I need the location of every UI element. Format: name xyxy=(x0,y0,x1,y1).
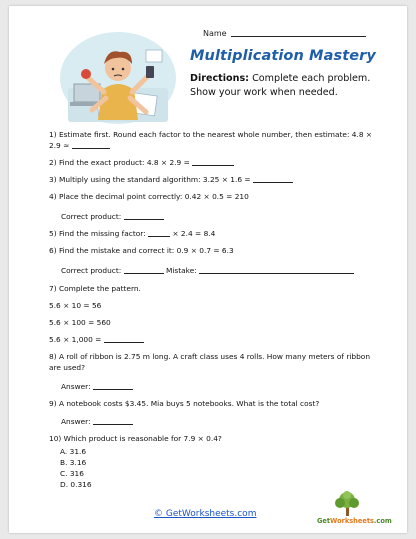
answer-label: Correct product: xyxy=(61,266,122,275)
question-9-answer xyxy=(61,416,133,427)
question-number: 10) xyxy=(49,434,62,443)
pattern-line-3 xyxy=(49,334,379,345)
question-9 xyxy=(49,398,379,409)
question-10 xyxy=(49,433,379,444)
name-line[interactable] xyxy=(231,36,366,37)
question-number: 6) xyxy=(49,246,57,255)
question-number: 8) xyxy=(49,352,57,361)
pattern-line-1: 5.6 × 10 = 56 xyxy=(49,301,102,310)
question-number: 5) xyxy=(49,229,57,238)
question-text: A roll of ribbon is 2.75 m long. A craft class uses 4 rolls. How many meters of ribbon are used? xyxy=(49,352,370,372)
answer-blank[interactable] xyxy=(93,389,133,390)
question-text: Find the exact product: 4.8 × 2.9 = xyxy=(58,158,190,167)
answer-blank[interactable] xyxy=(148,236,170,237)
pattern-line-2: 5.6 × 100 = 560 xyxy=(49,318,111,327)
mistake-blank[interactable] xyxy=(199,273,354,274)
question-5 xyxy=(49,228,379,239)
footer-link[interactable]: © GetWorksheets.com xyxy=(154,509,257,519)
question-number: 2) xyxy=(49,158,57,167)
question-text: Multiply using the standard algorithm: 3.25 × 1.6 = xyxy=(58,175,251,184)
logo-text-get: Get xyxy=(317,517,331,525)
question-number: 9) xyxy=(49,399,57,408)
question-6 xyxy=(49,245,379,256)
answer-label: Answer: xyxy=(61,382,91,391)
question-4-answer xyxy=(61,211,164,222)
question-2 xyxy=(49,157,379,168)
name-label: Name xyxy=(203,29,227,38)
option-c[interactable]: C. 316 xyxy=(60,469,84,478)
answer-label: Answer: xyxy=(61,417,91,426)
question-text: Place the decimal point correctly: 0.42 × 0.5 = 210 xyxy=(58,192,249,201)
answer-blank[interactable] xyxy=(124,219,164,220)
page-title: Multiplication Mastery xyxy=(190,48,376,64)
logo-text-com: .com xyxy=(373,517,392,525)
question-number: 4) xyxy=(49,192,57,201)
question-text: × 2.4 = 8.4 xyxy=(172,229,216,238)
name-field[interactable] xyxy=(203,29,366,38)
answer-blank[interactable] xyxy=(72,148,110,149)
stressed-boy-illustration xyxy=(58,28,178,128)
question-4 xyxy=(49,191,379,202)
directions xyxy=(190,72,390,100)
question-number: 7) xyxy=(49,284,57,293)
question-1 xyxy=(49,129,379,151)
question-8-answer xyxy=(61,381,133,392)
option-b[interactable]: B. 3.16 xyxy=(60,458,87,467)
directions-label: Directions: xyxy=(190,73,250,84)
question-3 xyxy=(49,174,379,185)
question-text: Find the missing factor: xyxy=(58,229,146,238)
worksheet-page xyxy=(9,6,407,533)
question-text: Find the mistake and correct it: 0.9 × 0.7 = 6.3 xyxy=(58,246,234,255)
question-text: Which product is reasonable for 7.9 × 0.4? xyxy=(63,434,222,443)
question-number: 3) xyxy=(49,175,57,184)
pattern-text: 5.6 × 1,000 = xyxy=(49,335,102,344)
answer-blank[interactable] xyxy=(253,182,293,183)
question-number: 1) xyxy=(49,130,57,139)
question-text: Complete the pattern. xyxy=(58,284,141,293)
getworksheets-logo xyxy=(317,490,392,530)
logo-text xyxy=(317,517,392,525)
mistake-label: Mistake: xyxy=(165,266,197,275)
answer-blank[interactable] xyxy=(192,165,234,166)
question-7 xyxy=(49,283,379,294)
tree-icon xyxy=(317,490,379,518)
option-d[interactable]: D. 0.316 xyxy=(60,480,92,489)
answer-label: Correct product: xyxy=(61,212,122,221)
question-6-answer xyxy=(61,265,354,276)
question-text: A notebook costs $3.45. Mia buys 5 notebooks. What is the total cost? xyxy=(58,399,320,408)
answer-blank[interactable] xyxy=(104,342,144,343)
logo-text-worksheets: Worksheets xyxy=(330,517,374,525)
question-text: Estimate first. Round each factor to the nearest whole number, then estimate: 4.8 × 2.9 ≈ xyxy=(49,130,373,150)
question-8 xyxy=(49,351,379,373)
answer-blank[interactable] xyxy=(124,273,164,274)
directions-text: Complete each problem. Show your work when needed. xyxy=(190,73,371,98)
answer-blank[interactable] xyxy=(93,424,133,425)
option-a[interactable]: A. 31.6 xyxy=(60,447,87,456)
